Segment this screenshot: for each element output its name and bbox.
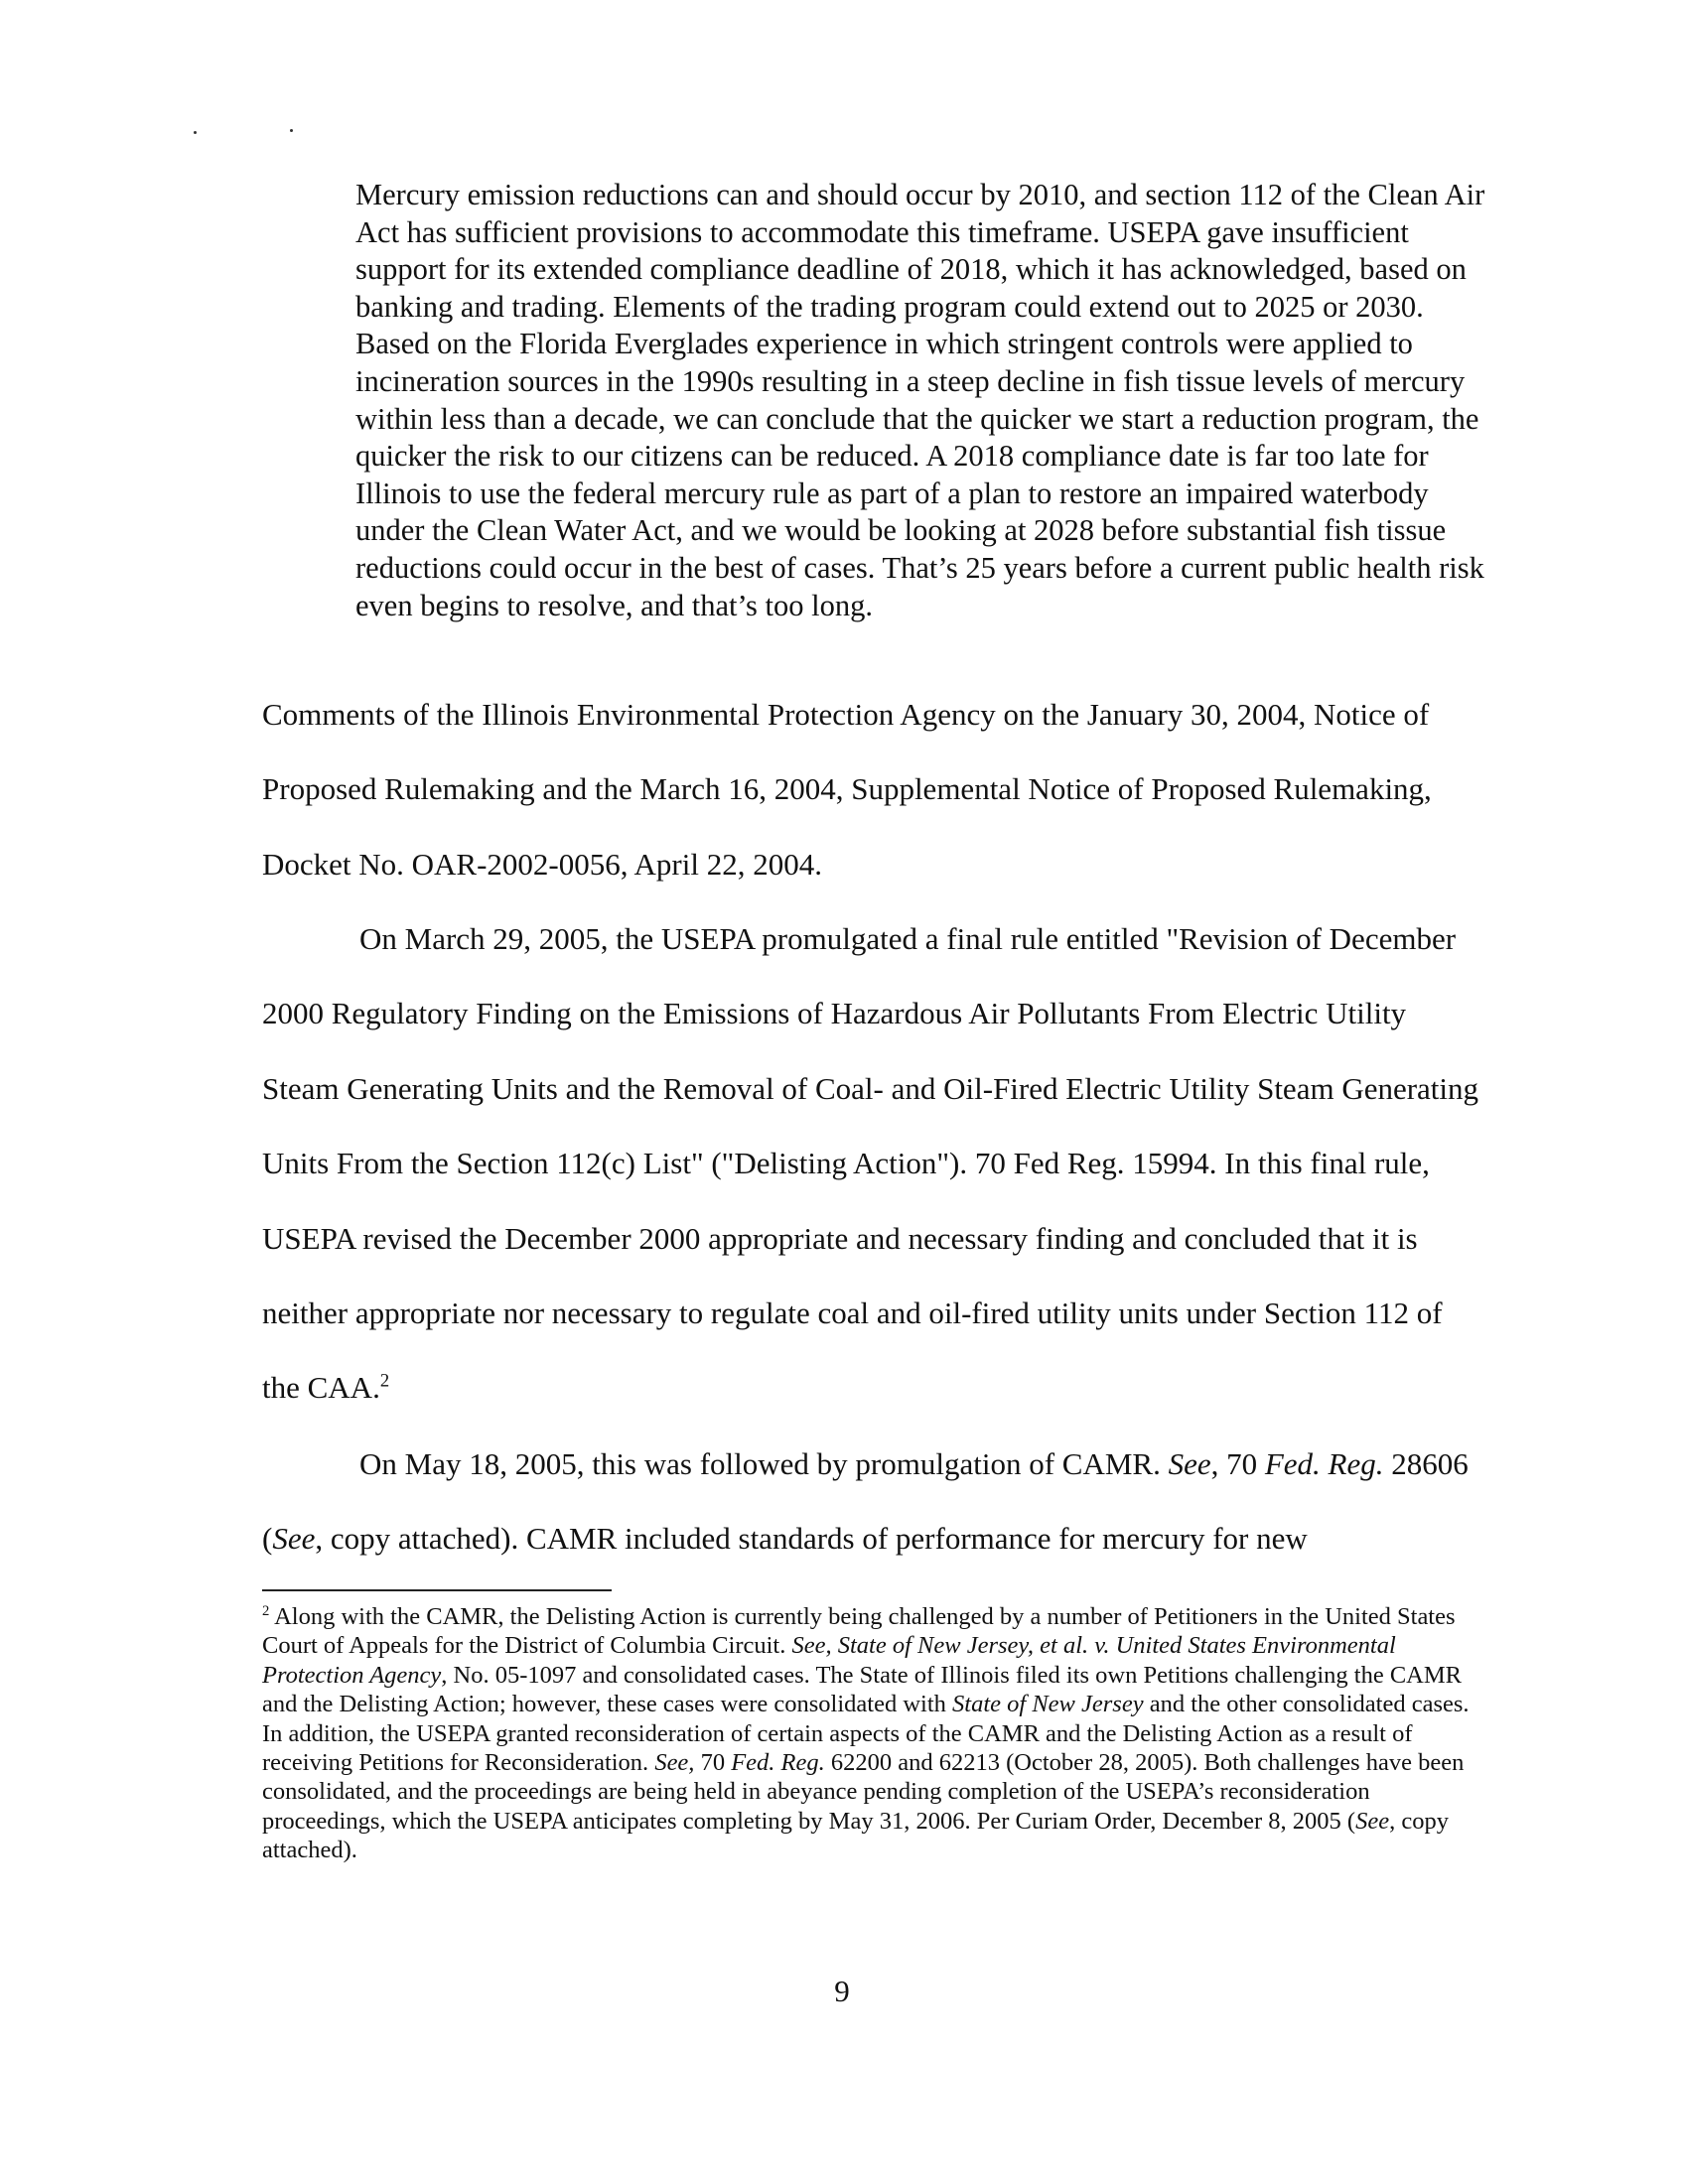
see-signal: See [272,1521,316,1557]
camr-text: 28606 ( [262,1446,1469,1557]
page-number: 9 [834,1974,850,2008]
footnote-reference: 2 [379,1371,390,1393]
fed-reg-citation: Fed. Reg. [1264,1446,1384,1481]
camr-text: , copy attached). CAMR included standards of performance for mercury for new [315,1521,1308,1557]
scan-speck [290,129,293,132]
fed-reg-citation: Fed. Reg. [731,1749,825,1777]
see-signal: See [1168,1446,1211,1481]
footnote-text: and the other consolidated cases. In addition, the USEPA granted reconsideration of certain aspects of the CAMR and the Delisting Action as a result of receiving Petitions for Reconsideration. [262,1691,1470,1777]
block-quote: Mercury emission reductions can and should occur by 2010, and section 112 of the Clean Air Act has sufficient provisions to accommodate this timeframe. USEPA gave insufficient support for its extended compliance deadline of 2018, which it has acknowledged, based on banking and trading. Elements of the trading program could extend out to 2025 or 2030. Based on the Florida Everglades experience in which stringent controls were applied to incineration sources in the 1990s resulting in a steep decline in fish tissue levels of mercury within less than a decade, we can conclude that the quicker we start a reduction program, the quicker the risk to our citizens can be reduced. A 2018 compliance date is far too late for Illinois to use the federal mercury rule as part of a plan to restore an impaired waterbody under the Clean Water Act, and we would be looking at 2028 before substantial fish tissue reductions could occur in the best of cases. That’s 25 years before a current public health risk even begins to resolve, and that’s too long. [355,178,1485,622]
footnote-divider [262,1589,612,1591]
delisting-paragraph [262,901,1485,1426]
footnote-text: 62200 and 62213 (October 28, 2005). Both challenges have been consolidated, and the proceedings are being held in abeyance pending completion of the USEPA’s reconsideration proceedings, which the USEPA anticipates completing by May 31, 2006. Per Curiam Order, December 8, 2005 ( [262,1749,1465,1835]
footnote-case-name: State of New Jersey [952,1691,1144,1718]
footnote-number: 2 [262,1602,270,1619]
camr-text: On May 18, 2005, this was followed by promulgation of CAMR. [359,1446,1169,1481]
footnote-case-name: See, State of New Jersey, et al. v. United States Environmental Protection Agency [262,1632,1396,1689]
scan-speck [194,131,197,134]
footnote-text: , No. 05-1097 and consolidated cases. The State of Illinois filed its own Petitions challenging the CAMR and the Delisting Action; however, these cases were consolidated with [262,1661,1463,1718]
footnote-text: , copy attached). [262,1807,1449,1864]
delisting-paragraph-text: On March 29, 2005, the USEPA promulgated a final rule entitled "Revision of December 2000 Regulatory Finding on the Emissions of Hazardous Air Pollutants From Electric Utility Steam Generating Units and the Removal of Coal- and Oil-Fired Electric Utility Steam Generating Units From the Section 112(c) List" ("Delisting Action"). 70 Fed Reg. 15994. In this final rule, USEPA revised the December 2000 appropriate and necessary finding and concluded that it is neither appropriate nor necessary to regulate coal and oil-fired utility units under Section 112 of the CAA. [262,921,1479,1406]
citation-paragraph: Comments of the Illinois Environmental Protection Agency on the January 30, 2004, Notice of Proposed Rulemaking and the March 16, 2004, Supplemental Notice of Proposed Rulemaking, Docket No. OAR-2002-0056, April 22, 2004. [262,697,1432,882]
footnote-text: 70 [694,1749,732,1777]
camr-paragraph [262,1427,1485,1576]
camr-text: , 70 [1210,1446,1265,1481]
see-signal: See, [654,1749,695,1777]
scan-specks [194,127,313,137]
footnote-text: Along with the CAMR, the Delisting Action is currently being challenged by a number of Petitioners in the United States Court of Appeals for the District of Columbia Circuit. [262,1603,1456,1660]
footnote [262,1602,1485,1865]
see-signal: See [1355,1807,1390,1835]
